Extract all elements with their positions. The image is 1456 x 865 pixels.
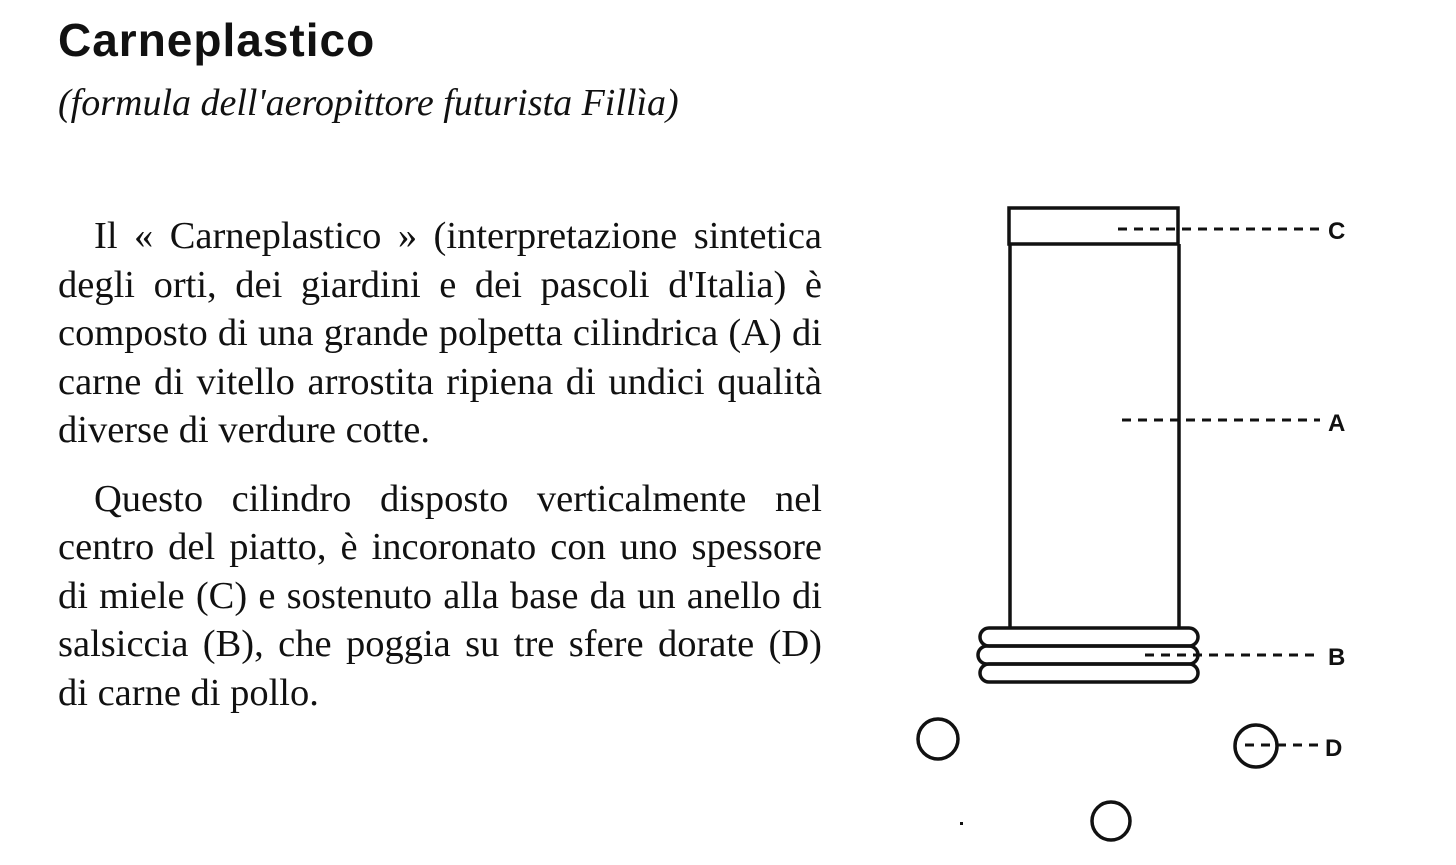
chicken-sphere-d-left bbox=[918, 719, 958, 759]
page-title: Carneplastico bbox=[58, 14, 376, 66]
speck-2 bbox=[960, 822, 963, 825]
label-b: B bbox=[1328, 644, 1346, 671]
recipe-text bbox=[58, 212, 822, 717]
label-a: A bbox=[1328, 410, 1346, 437]
sausage-ring-b-bottom bbox=[980, 664, 1198, 682]
carneplastico-diagram bbox=[900, 190, 1380, 855]
paragraph-2: Questo cilindro disposto verticalmente nel centro del piatto, è incoronato con uno spessore di miele (C) e sostenuto alla base da un anello di salsiccia (B), che poggia su tre sfere dorate (D) di carne di pollo. bbox=[58, 477, 822, 714]
chicken-sphere-d-right bbox=[1235, 725, 1277, 767]
paragraph-1: Il « Carneplastico » (interpretazione sintetica degli orti, dei giardini e dei pascoli d'Italia) è composto di una grande polpetta cilindrica (A) di carne di vitello arrostita ripiena di undici qualità diverse di verdure cotte. bbox=[58, 215, 822, 451]
label-d: D bbox=[1325, 735, 1343, 762]
honey-layer-c bbox=[1009, 208, 1178, 244]
chicken-sphere-d-bottom bbox=[1092, 802, 1130, 840]
page-subtitle: (formula dell'aeropittore futurista Fillìa) bbox=[58, 82, 679, 124]
label-c: C bbox=[1328, 218, 1346, 245]
meat-cylinder-a bbox=[1010, 244, 1179, 627]
sausage-ring-b-top bbox=[980, 628, 1198, 646]
